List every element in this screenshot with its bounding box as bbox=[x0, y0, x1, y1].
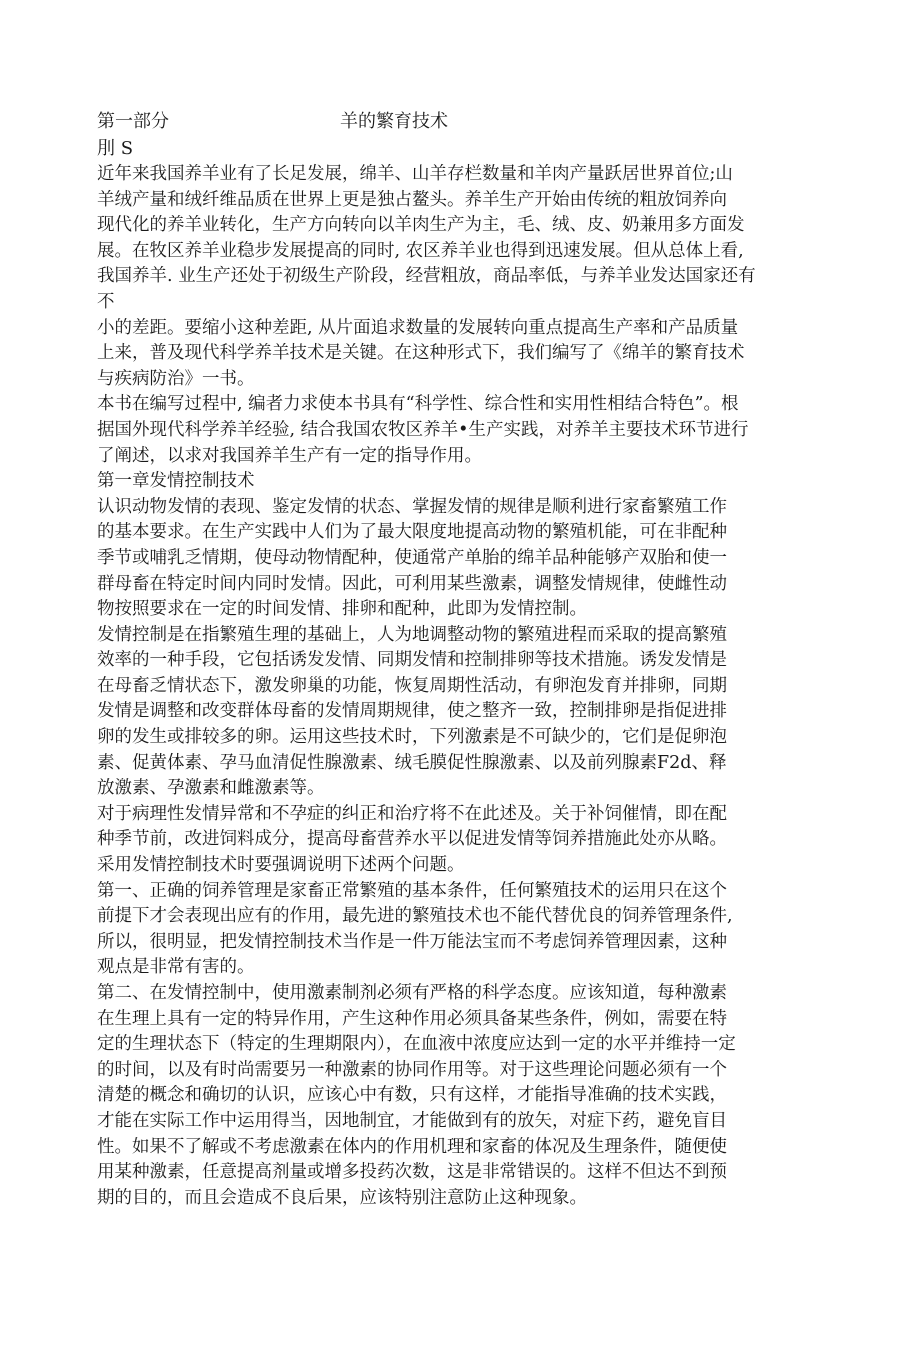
text-line: 与疾病防治》一书。 bbox=[97, 368, 255, 389]
chapter-paragraph-4 bbox=[97, 853, 842, 879]
chapter-paragraph-6 bbox=[97, 981, 842, 1211]
text-line: 素、促黄体素、孕马血清促性腺激素、绒毛膜促性腺激素、以及前列腺素F2d、释 bbox=[97, 752, 727, 773]
text-line: 不 bbox=[97, 291, 115, 312]
document-title: 羊的繁育技术 bbox=[340, 111, 448, 132]
text-line: 采用发情控制技术时要强调说明下述两个问题。 bbox=[97, 855, 465, 876]
text-line: 前提下才会表现出应有的作用，最先进的繁殖技术也不能代替优良的饲养管理条件, bbox=[97, 906, 733, 927]
text-line: 群母畜在特定时间内同时发情。因此，可利用某些激素，调整发情规律，使雌性动 bbox=[97, 573, 727, 594]
text-line: 季节或哺乳乏情期，使母动物情配种，使通常产单胎的绵羊品种能够产双胎和使一 bbox=[97, 547, 727, 568]
text-line: 第二、在发情控制中，使用激素制剂必须有严格的科学态度。应该知道，每种激素 bbox=[97, 983, 727, 1003]
chapter-paragraph-5 bbox=[97, 879, 842, 981]
text-line: 第一、正确的饲养管理是家畜正常繁殖的基本条件，任何繁殖技术的运用只在这个 bbox=[97, 880, 727, 901]
chapter-paragraph-3 bbox=[97, 802, 842, 853]
text-line: 了阐述，以求对我国养羊生产有一定的指导作用。 bbox=[97, 445, 482, 466]
text-line: 据国外现代科学养羊经验, 结合我国农牧区养羊•生产实践，对养羊主要技术环节进行 bbox=[97, 419, 749, 440]
text-line: 才能在实际工作中运用得当，因地制宜，才能做到有的放矢，对症下药，避免盲目 bbox=[97, 1110, 727, 1131]
chapter-body bbox=[97, 495, 842, 1212]
text-line: 的时间，以及有时尚需要另一种激素的协同作用等。对于这些理论问题必须有一个 bbox=[97, 1059, 727, 1080]
text-line: 羊绒产量和绒纤维品质在世界上更是独占鳌头。养羊生产开始由传统的粗放饲养向 bbox=[97, 189, 727, 210]
text-line: 期的目的，而且会造成不良后果，应该特别注意防止这种现象。 bbox=[97, 1187, 587, 1208]
text-line: 小的差距。要缩小这种差距, 从片面追求数量的发展转向重点提高生产率和产品质量 bbox=[97, 317, 739, 338]
chapter-heading: 第一章发情控制技术 bbox=[97, 471, 255, 492]
text-line: 观点是非常有害的。 bbox=[97, 957, 255, 978]
preface-body bbox=[97, 162, 842, 469]
text-line: 展。在牧区养羊业稳步发展提高的同时, 农区养羊业也得到迅速发展。但从总体上看, bbox=[97, 240, 744, 261]
text-line: 上来，普及现代科学养羊技术是关键。在这种形式下，我们编写了《绵羊的繁育技术 bbox=[97, 343, 745, 364]
text-line: 清楚的概念和确切的认识，应该心中有数，只有这样，才能指导准确的技术实践， bbox=[97, 1085, 727, 1106]
text-line: 近年来我国养羊业有了长足发展，绵羊、山羊存栏数量和羊肉产量跃居世界首位;山 bbox=[97, 164, 733, 184]
chapter-paragraph-2 bbox=[97, 623, 842, 802]
document-page bbox=[97, 108, 842, 1211]
text-line: 在生理上具有一定的特异作用，产生这种作用必须具备某些条件，例如，需要在特 bbox=[97, 1008, 727, 1029]
document-header bbox=[97, 108, 842, 136]
preface-paragraph-1 bbox=[97, 162, 842, 392]
text-line: 性。如果不了解或不考虑激素在体内的作用机理和家畜的体况及生理条件，随便使 bbox=[97, 1136, 727, 1157]
part-label: 第一部分 bbox=[97, 111, 169, 132]
text-line: 本书在编写过程中, 编者力求使本书具有“科学性、综合性和实用性相结合特色”。根 bbox=[97, 394, 739, 415]
text-line: 对于病理性发情异常和不孕症的纠正和治疗将不在此述及。关于补饲催情，即在配 bbox=[97, 803, 727, 824]
text-line: 发情是调整和改变群体母畜的发情周期规律，使之整齐一致，控制排卵是指促进排 bbox=[97, 701, 727, 722]
text-line: 卵的发生或排较多的卵。运用这些技术时，下列激素是不可缺少的，它们是促卵泡 bbox=[97, 727, 727, 748]
chapter-paragraph-1 bbox=[97, 495, 842, 623]
text-line: 种季节前，改进饲料成分，提高母畜营养水平以促进发情等饲养措施此处亦从略。 bbox=[97, 829, 727, 850]
text-line: 物按照要求在一定的时间发情、排卵和配种，此即为发情控制。 bbox=[97, 599, 587, 620]
text-line: 所以，很明显，把发情控制技术当作是一件万能法宝而不考虑饲养管理因素，这种 bbox=[97, 931, 727, 952]
text-line: 效率的一种手段，它包括诱发发情、同期发情和控制排卵等技术措施。诱发发情是 bbox=[97, 650, 727, 671]
text-line: 在母畜乏情状态下，激发卵巢的功能，恢复周期性活动，有卵泡发育并排卵，同期 bbox=[97, 675, 727, 696]
text-line: 定的生理状态下（特定的生理期限内），在血液中浓度应达到一定的水平并维持一定 bbox=[97, 1034, 736, 1055]
preface-paragraph-2 bbox=[97, 392, 842, 469]
text-line: 发情控制是在指繁殖生理的基础上，人为地调整动物的繁殖进程而采取的提高繁殖 bbox=[97, 624, 727, 645]
text-line: 的基本要求。在生产实践中人们为了最大限度地提高动物的繁殖机能，可在非配种 bbox=[97, 522, 727, 543]
text-line: 用某种激素，任意提高剂量或增多投药次数，这是非常错误的。这样不但达不到预 bbox=[97, 1162, 727, 1183]
text-line: 现代化的养羊业转化，生产方向转向以羊肉生产为主，毛、绒、皮、奶兼用多方面发 bbox=[97, 215, 745, 236]
preface-heading: 刖 S bbox=[97, 138, 134, 159]
text-line: 放激素、孕激素和雌激素等。 bbox=[97, 778, 325, 799]
text-line: 认识动物发情的表现、鉴定发情的状态、掌握发情的规律是顺利进行家畜繁殖工作 bbox=[97, 496, 727, 517]
text-line: 我国养羊. 业生产还处于初级生产阶段，经营粗放，商品率低，与养羊业发达国家还有 bbox=[97, 266, 756, 287]
